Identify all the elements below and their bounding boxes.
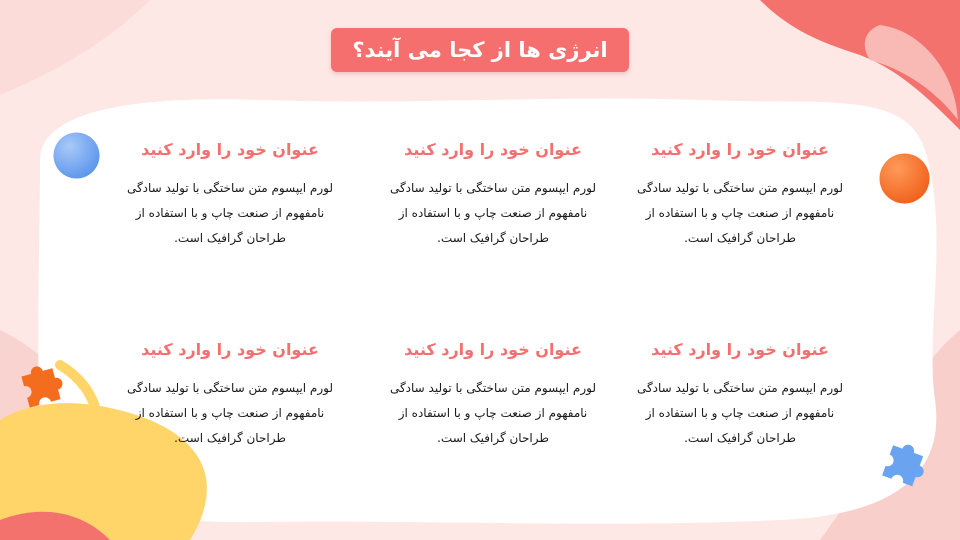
info-card [378,338,608,451]
card-body: لورم ایپسوم متن ساختگی با تولید سادگی نامفهوم از صنعت چاپ و با استفاده از طراحان گرافیک است. [126,181,334,245]
card-body: لورم ایپسوم متن ساختگی با تولید سادگی نامفهوم از صنعت چاپ و با استفاده از طراحان گرافیک است. [389,381,597,445]
orange-ball-icon [879,153,930,204]
info-card [115,338,345,451]
card-heading: عنوان خود را وارد کنید [141,140,319,159]
info-card [625,138,855,251]
card-body: لورم ایپسوم متن ساختگی با تولید سادگی نامفهوم از صنعت چاپ و با استفاده از طراحان گرافیک است. [636,381,844,445]
card-body: لورم ایپسوم متن ساختگی با تولید سادگی نامفهوم از صنعت چاپ و با استفاده از طراحان گرافیک است. [636,181,844,245]
card-body: لورم ایپسوم متن ساختگی با تولید سادگی نامفهوم از صنعت چاپ و با استفاده از طراحان گرافیک است. [126,381,334,445]
card-heading: عنوان خود را وارد کنید [404,140,582,159]
card-heading: عنوان خود را وارد کنید [404,340,582,359]
card-heading: عنوان خود را وارد کنید [651,140,829,159]
info-card [115,138,345,251]
blue-ball-icon [53,132,100,179]
blue-puzzle-icon [876,436,932,488]
card-heading: عنوان خود را وارد کنید [651,340,829,359]
orange-puzzle-icon [12,358,68,410]
info-card [378,138,608,251]
slide-title: انرژی ها از کجا می آیند؟ [352,38,608,62]
card-heading: عنوان خود را وارد کنید [141,340,319,359]
info-card [625,338,855,451]
card-body: لورم ایپسوم متن ساختگی با تولید سادگی نامفهوم از صنعت چاپ و با استفاده از طراحان گرافیک است. [389,181,597,245]
title-box [331,28,629,72]
